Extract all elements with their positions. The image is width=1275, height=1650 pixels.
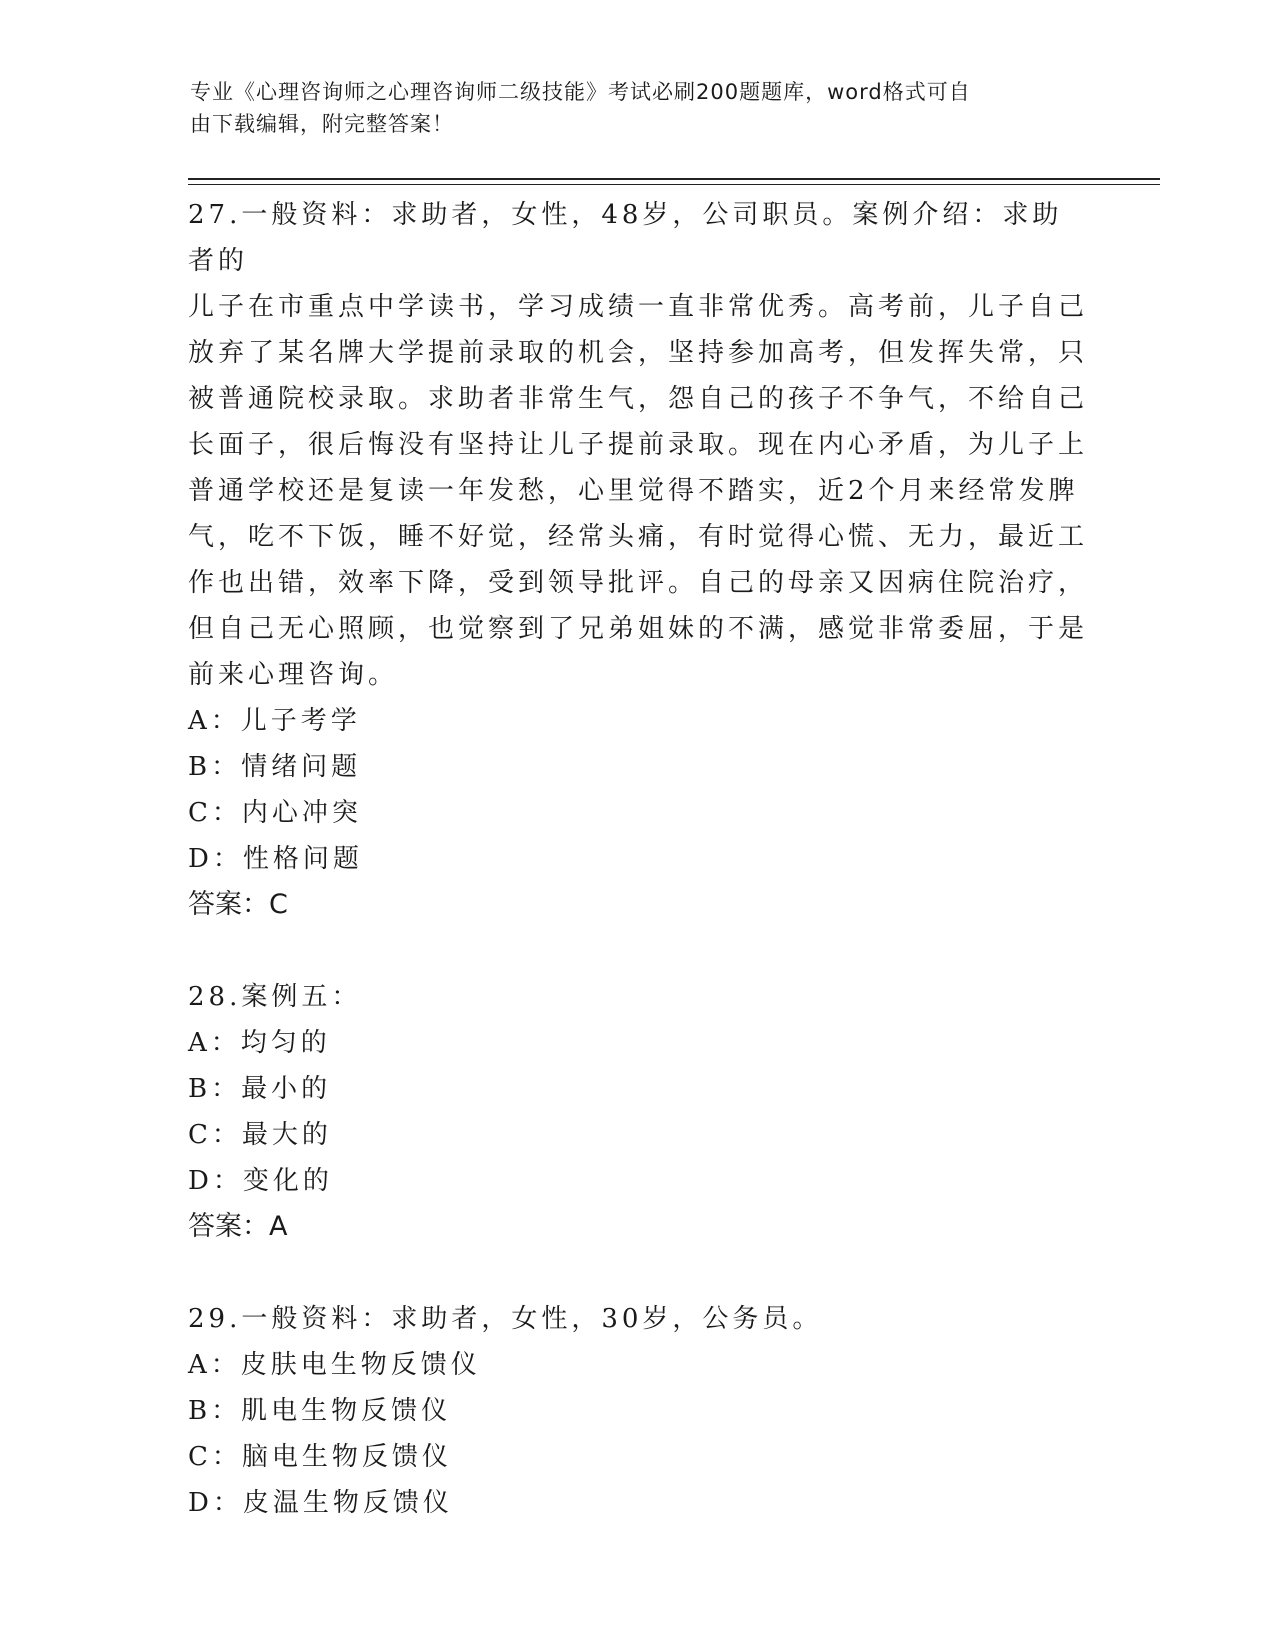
option-b: B：肌电生物反馈仪 [188, 1396, 452, 1426]
stem-line: 儿子在市重点中学读书，学习成绩一直非常优秀。高考前，儿子自己 [188, 292, 1089, 322]
stem-line: 28.案例五： [188, 982, 362, 1012]
option-b: B：最小的 [188, 1074, 332, 1104]
question-stem [188, 974, 1088, 1020]
question-28 [188, 974, 1088, 1250]
option-c: C：内心冲突 [188, 798, 362, 828]
stem-line: 29.一般资料：求助者，女性，30岁，公务员。 [188, 1304, 823, 1334]
header-rule-thin [188, 184, 1160, 185]
spacer [188, 928, 1088, 974]
header-line-1: 专业《心理咨询师之心理咨询师二级技能》考试必刷200题题库，word格式可自 [190, 80, 971, 104]
option-d: D：变化的 [188, 1166, 333, 1196]
option-d: D：皮温生物反馈仪 [188, 1488, 453, 1518]
option-a: A：皮肤电生物反馈仪 [188, 1350, 481, 1380]
option-b: B：情绪问题 [188, 752, 362, 782]
document-header [190, 76, 1090, 140]
question-list [188, 192, 1088, 1526]
question-stem [188, 1296, 1088, 1342]
stem-line: 但自己无心照顾，也觉察到了兄弟姐妹的不满，感觉非常委屈，于是 [188, 614, 1089, 644]
option-a: A：均匀的 [188, 1028, 331, 1058]
question-27 [188, 192, 1088, 928]
stem-line: 放弃了某名牌大学提前录取的机会，坚持参加高考，但发挥失常，只 [188, 338, 1089, 368]
answer-line: 答案：C [188, 889, 288, 920]
stem-line: 长面子，很后悔没有坚持让儿子提前录取。现在内心矛盾，为儿子上 [188, 430, 1089, 460]
header-line-2: 由下载编辑，附完整答案！ [190, 112, 454, 136]
stem-line: 普通学校还是复读一年发愁，心里觉得不踏实，近2个月来经常发脾 [188, 476, 1079, 506]
question-29 [188, 1296, 1088, 1526]
spacer [188, 1250, 1088, 1296]
header-rule-thick [188, 178, 1160, 180]
option-c: C：脑电生物反馈仪 [188, 1442, 452, 1472]
option-a: A：儿子考学 [188, 706, 361, 736]
option-d: D：性格问题 [188, 844, 363, 874]
stem-line: 作也出错，效率下降，受到领导批评。自己的母亲又因病住院治疗， [188, 568, 1089, 598]
stem-line: 前来心理咨询。 [188, 660, 399, 690]
stem-line: 气，吃不下饭，睡不好觉，经常头痛，有时觉得心慌、无力，最近工 [188, 522, 1089, 552]
option-c: C：最大的 [188, 1120, 332, 1150]
stem-line: 被普通院校录取。求助者非常生气，怨自己的孩子不争气，不给自己 [188, 384, 1089, 414]
question-stem [188, 192, 1088, 698]
answer-line: 答案：A [188, 1211, 288, 1242]
stem-line: 27.一般资料：求助者，女性，48岁，公司职员。案例介绍：求助者的 [188, 200, 1063, 276]
